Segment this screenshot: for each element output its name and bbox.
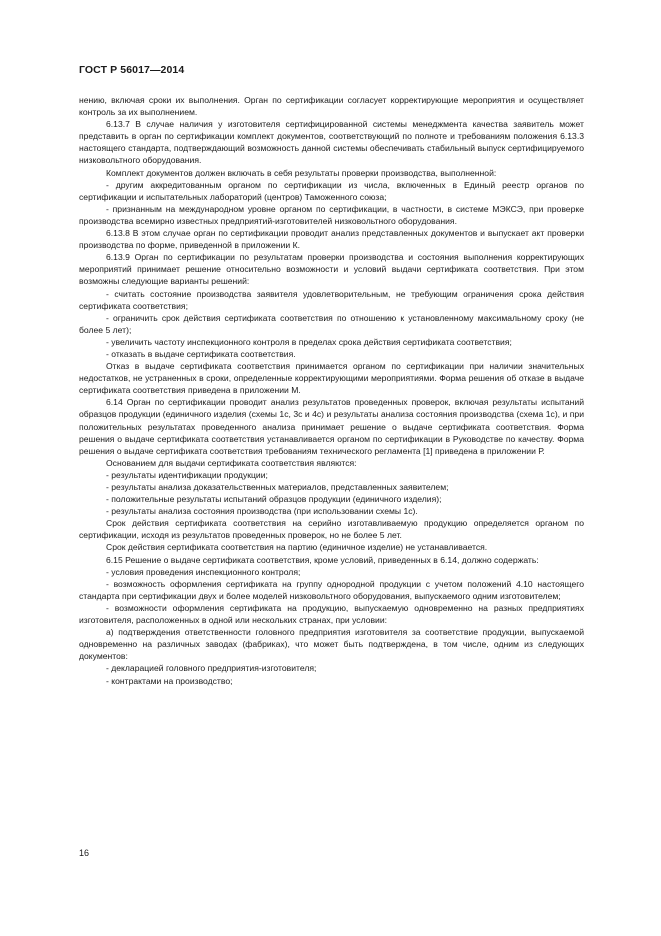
paragraph: 6.13.8 В этом случае орган по сертификации проводит анализ представленных документов и выпускает акт проверки производства по форме, приведенной в приложении К. [79, 228, 584, 251]
paragraph: - условия проведения инспекционного контроля; [106, 566, 301, 577]
paragraph: - считать состояние производства заявителя удовлетворительным, не требующим ограничения срока действия сертификата соответствия; [79, 288, 584, 311]
paragraph: - декларацией головного предприятия-изготовителя; [106, 663, 317, 674]
paragraph: - отказать в выдаче сертификата соответствия. [106, 348, 296, 359]
page-number: 16 [79, 848, 90, 858]
paragraph: - результаты идентификации продукции; [106, 469, 268, 480]
paragraph: 6.13.7 В случае наличия у изготовителя сертифицированной системы менеджмента качества заявитель может представить в орган по сертификации комплект документов, соответствующий по полноте и требованиям положения 6.13.3 настоящего стандарта, подтверждающий возможность данной системы обеспечивать стабильный выпуск сертифицируемого низковольтного оборудования. [79, 119, 584, 166]
paragraph: Основанием для выдачи сертификата соответствия являются: [106, 457, 357, 468]
paragraph: - признанным на международном уровне органом по сертификации, в частности, в системе МЭКСЭ, при проверке производства всемирно известных предприятий-изготовителей низковольтного оборудования. [79, 203, 584, 226]
document-header: ГОСТ Р 56017—2014 [79, 64, 185, 76]
paragraph: 6.13.9 Орган по сертификации по результатам проверки производства и состояния выполнения корректирующих мероприятий принимает решение относительно возможности и условий выдачи сертификата соответствия. При этом возможны следующие варианты решений: [79, 252, 584, 287]
paragraph: Отказ в выдаче сертификата соответствия принимается органом по сертификации при наличии значительных недостатков, не устраненных в сроки, определенные корректирующими мероприятиями. Форма решения об отказе в выдаче сертификата соответствия приведена в приложении М. [79, 361, 584, 396]
paragraph: - возможность оформления сертификата на группу однородной продукции с учетом положений 4.10 настоящего стандарта при сертификации двух и более моделей низковольтного оборудования, выпускаемого одним изготовителем; [79, 578, 584, 601]
paragraph: - контрактами на производство; [106, 675, 233, 686]
paragraph: - возможности оформления сертификата на продукцию, выпускаемую одновременно на разных предприятиях изготовителя, расположенных в одной или нескольких странах, при условии: [79, 602, 584, 626]
paragraph: - результаты анализа состояния производства (при использовании схемы 1с). [106, 506, 418, 517]
paragraph: - увеличить частоту инспекционного контроля в пределах срока действия сертификата соответствия; [106, 336, 512, 347]
paragraph: Срок действия сертификата соответствия на серийно изготавливаемую продукцию определяется органом по сертификации, исходя из результатов проведенных проверок, но не более 5 лет. [79, 518, 584, 541]
paragraph: 6.15 Решение о выдаче сертификата соответствия, кроме условий, приведенных в 6.14, должно содержать: [106, 554, 539, 565]
paragraph: - ограничить срок действия сертификата соответствия по отношению к установленному максимальному сроку (не более 5 лет); [79, 312, 584, 335]
document-body [79, 94, 584, 687]
paragraph: а) подтверждения ответственности головного предприятия изготовителя за соответствие продукции, выпускаемой одновременно на различных заводах (фабриках), что может быть подтверждена, в том числе, одним из следующих документов: [79, 627, 584, 662]
paragraph: - другим аккредитованным органом по сертификации из числа, включенных в Единый реестр органов по сертификации и испытательных лабораторий (центров) Таможенного союза; [79, 179, 584, 202]
paragraph: нению, включая сроки их выполнения. Орган по сертификации согласует корректирующие мероприятия и осуществляет контроль за их выполнением. [79, 95, 584, 118]
paragraph: - положительные результаты испытаний образцов продукции (единичного изделия); [106, 494, 442, 505]
paragraph: 6.14 Орган по сертификации проводит анализ результатов проведенных проверок, включая результаты испытаний образцов продукции (единичного изделия (схемы 1с, 3с и 4с) и результаты анализа состояния производства (схема 1с), и при положительных результатах проведенного анализа принимает решение о выдаче сертификата соответствия. Форма решения о выдаче сертификата соответствия устанавливается органом по сертификации в Руководстве по качеству. Форма решения о выдаче сертификата соответствия требованиям технического регламента [1] приведена в приложении Р. [79, 397, 584, 456]
paragraph: Срок действия сертификата соответствия на партию (единичное изделие) не устанавливается. [106, 542, 488, 553]
paragraph: Комплект документов должен включать в себя результаты проверки производства, выполненной: [106, 167, 497, 178]
paragraph: - результаты анализа доказательственных материалов, представленных заявителем; [106, 482, 449, 492]
